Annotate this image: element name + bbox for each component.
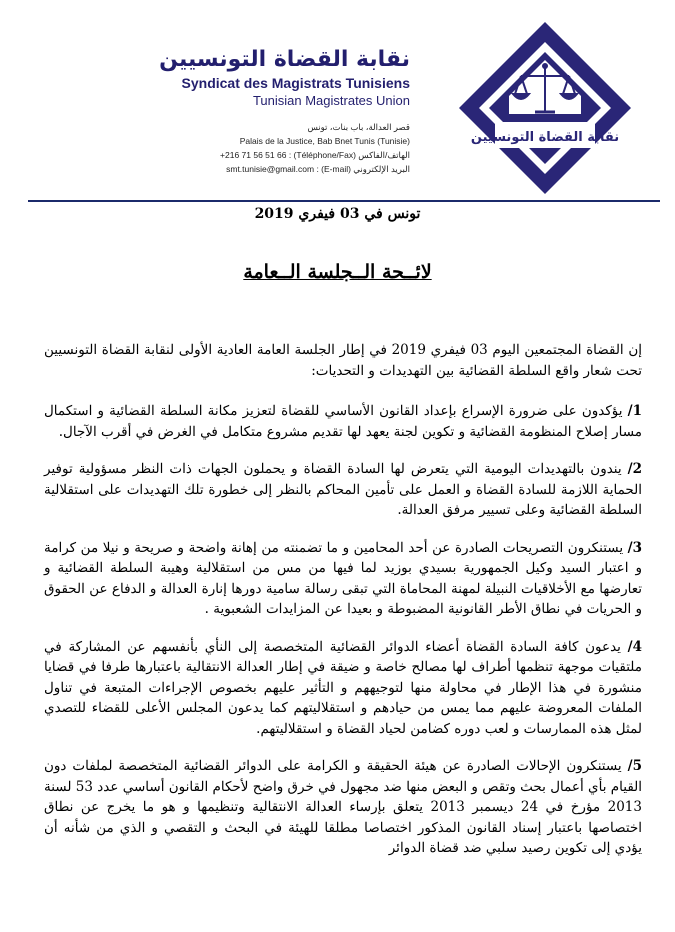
document-title: لائــحة الــجلسة الــعامة bbox=[243, 261, 432, 283]
item-number: 5/ bbox=[627, 758, 642, 774]
scales-of-justice-logo-icon bbox=[455, 18, 635, 198]
item-text: يستنكرون التصريحات الصادرة عن أحد المحامين و ما تضمنته من إهانة واضحة و صريحة و نيلا من كرامة و اعتبار السيد وكيل الجمهورية بسيدي بوزيد لما فيها من مس من استقلالية وهيبة السلطة القضائية و تعارضها مع الأخلاقيات النبيلة لمهنة المحاماة التي تبقى رسالة سامية دورها إنارة العدالة و الدفاع عن الحقوق و الحريات في نطاق الأطر القانونية المضبوطة و بعيدا عن المزايدات الشعبوية . bbox=[44, 539, 642, 617]
document-date: تونس في 03 فيفري 2019 bbox=[254, 206, 421, 222]
item-number: 4/ bbox=[627, 638, 642, 655]
address-french: Palais de la Justice, Bab Bnet Tunis (Tunisie) bbox=[239, 136, 410, 146]
item-number: 3/ bbox=[627, 539, 642, 556]
phone-fax: +216 71 56 51 66 : (Téléphone/Fax) الهاتف/الفاكس bbox=[220, 150, 410, 160]
item-text: يستنكرون الإحالات الصادرة عن هيئة الحقيقة و الكرامة على الدوائر القضائية المتخصصة لملفات دون القيام بأي أعمال بحث وتقص و البعض منها ضد مجهول في خرق واضح لأحكام القانون أساسي عدد 53 لسنة 2013 مؤرخ في 24 ديسمبر 2013 يتعلق بإرساء العدالة الانتقالية وتنظيمها و هو ما يخرج عن نطاق اختصاصها باعتبار إسناد القانون المذكور اختصاصا مطلقا للهيئة في البحث و التقصي و الذي من شأنه أن يؤدي إلى تكوين رصيد سلبي ضد قضاة الدوائر bbox=[44, 758, 643, 856]
document-body bbox=[44, 340, 642, 876]
org-name-arabic: نقابة القضاة التونسيين bbox=[159, 47, 410, 72]
resolution-item-2 bbox=[44, 459, 642, 521]
item-text: يدعون كافة السادة القضاة أعضاء الدوائر القضائية المتخصصة إلى النأي بأنفسهم عن المشاركة في ملتقيات موجهة تنظمها أطراف لها مصالح خاصة و ضيقة في إطار العدالة الانتقالية باعتبارها طرفا في قضايا منشورة في هذا الإطار في محاولة منها لتوجيههم و التأثير عليهم بخصوص الإجراءات المتبعة في تناول الملفات المعروضة عليهم مما يمس من حيادهم و استقلاليتهم كما يدعون المجلس الأعلى للقضاء للتصدي لمثل هذه الممارسات و لعب دوره كضامن لحياد القضاة و استقلاليتهم. bbox=[44, 638, 642, 737]
address-arabic: قصر العدالة، باب بنات، تونس bbox=[307, 122, 410, 132]
org-name-english: Tunisian Magistrates Union bbox=[252, 93, 410, 108]
union-logo bbox=[455, 18, 635, 198]
logo-text: نقابة القضاة التونسيين bbox=[470, 130, 620, 145]
email: smt.tunisie@gmail.com : (E-mail) البريد الإلكتروني bbox=[226, 164, 410, 174]
resolution-item-4 bbox=[44, 637, 642, 740]
item-text: يندون بالتهديدات اليومية التي يتعرض لها السادة القضاة و يحملون الجهات ذات النظر مسؤولية توفير الحماية اللازمة للسادة القضاة و العمل على تأمين المحاكم بالنظر إلى خطورة تلك التهديدات على استقلالية السلطة القضائية وعلى تسيير مرفق العدالة. bbox=[44, 461, 642, 518]
item-text: يؤكدون على ضرورة الإسراع بإعداد القانون الأساسي للقضاة لتعزيز مكانة السلطة القضائية و استكمال مسار إصلاح المنظومة القضائية و تكوين لجنة يعهد لها تقديم مشروع متكامل في الغرض في أقرب الآجال. bbox=[44, 403, 642, 440]
resolution-item-5 bbox=[44, 756, 642, 859]
resolution-item-3 bbox=[44, 538, 642, 620]
resolution-item-1 bbox=[44, 401, 642, 442]
contact-info bbox=[150, 120, 410, 176]
org-name-french: Syndicat des Magistrats Tunisiens bbox=[181, 75, 410, 91]
organization-info bbox=[150, 48, 410, 176]
header-divider bbox=[28, 200, 660, 202]
item-number: 1/ bbox=[627, 403, 642, 419]
item-number: 2/ bbox=[627, 461, 642, 477]
intro-paragraph: إن القضاة المجتمعين اليوم 03 فيفري 2019 في إطار الجلسة العامة العادية الأولى لنقابة القضاة التونسيين تحت شعار واقع السلطة القضائية بين التهديدات و التحديات: bbox=[44, 342, 642, 379]
letterhead bbox=[0, 0, 675, 210]
